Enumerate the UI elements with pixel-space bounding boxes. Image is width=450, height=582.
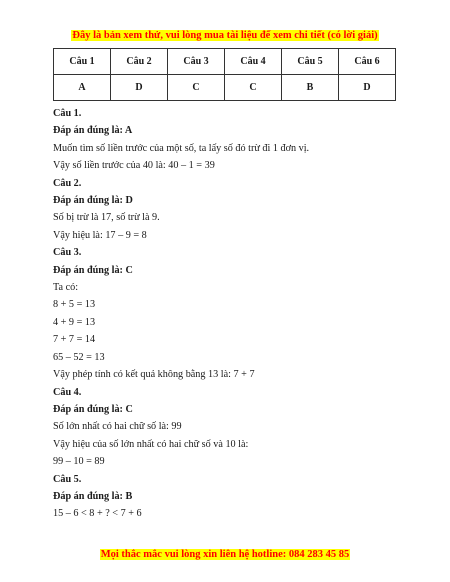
correct-answer: Đáp án đúng là: C xyxy=(53,403,133,415)
answer-table-header: Câu 2 xyxy=(111,49,168,75)
question-heading: Câu 4. xyxy=(53,386,82,398)
preview-banner xyxy=(0,25,450,43)
solution-line: Vậy phép tính có kết quả không bằng 13 là: 7 + 7 xyxy=(53,369,255,381)
answer-table-header: Câu 5 xyxy=(282,49,339,75)
hotline-footer-text: Mọi thắc mắc vui lòng xin liên hệ hotline: 084 283 45 85 xyxy=(100,549,350,560)
question-heading: Câu 1. xyxy=(53,108,82,119)
answer-table-header: Câu 4 xyxy=(225,49,282,75)
solution-line: 65 – 52 = 13 xyxy=(53,351,105,363)
answer-table-header-row xyxy=(54,49,396,75)
question-heading: Câu 5. xyxy=(53,473,82,485)
solutions-section xyxy=(53,105,413,523)
answer-table-header: Câu 6 xyxy=(339,49,396,75)
answer-table-cell: A xyxy=(54,75,111,101)
correct-answer: Đáp án đúng là: D xyxy=(53,195,133,207)
correct-answer: Đáp án đúng là: A xyxy=(53,125,133,137)
solution-line: 99 – 10 = 89 xyxy=(53,456,105,468)
solution-line: Vậy số liền trước của 40 là: 40 – 1 = 39 xyxy=(53,160,215,172)
answer-table-cell: D xyxy=(111,75,168,101)
solution-line: 15 – 6 < 8 + ? < 7 + 6 xyxy=(53,508,142,520)
answer-table-cell: D xyxy=(339,75,396,101)
question-heading: Câu 3. xyxy=(53,247,82,259)
solution-line: 8 + 5 = 13 xyxy=(53,299,96,311)
answer-table-header: Câu 1 xyxy=(54,49,111,75)
solution-line: 4 + 9 = 13 xyxy=(53,316,96,328)
correct-answer: Đáp án đúng là: B xyxy=(53,490,133,502)
solution-line: Ta có: xyxy=(53,282,79,294)
solution-line: Muốn tìm số liền trước của một số, ta lấy số đó trừ đi 1 đơn vị. xyxy=(53,142,310,154)
answer-table-answer-row xyxy=(54,75,396,101)
answer-table xyxy=(53,48,396,101)
hotline-footer xyxy=(0,544,450,562)
solution-line: Số lớn nhất có hai chữ số là: 99 xyxy=(53,421,182,433)
preview-banner-text: Đây là bản xem thử, vui lòng mua tài liệu để xem chi tiết (có lời giải) xyxy=(72,30,378,41)
answer-table-cell: B xyxy=(282,75,339,101)
answer-table-header: Câu 3 xyxy=(168,49,225,75)
correct-answer: Đáp án đúng là: C xyxy=(53,264,133,276)
solution-line: Vậy hiệu là: 17 – 9 = 8 xyxy=(53,229,147,241)
question-heading: Câu 2. xyxy=(53,177,82,189)
solution-line: Vậy hiệu của số lớn nhất có hai chữ số và 10 là: xyxy=(53,438,249,450)
solution-line: Số bị trừ là 17, số trừ là 9. xyxy=(53,212,160,224)
answer-table-cell: C xyxy=(225,75,282,101)
answer-table-cell: C xyxy=(168,75,225,101)
solution-line: 7 + 7 = 14 xyxy=(53,334,96,346)
